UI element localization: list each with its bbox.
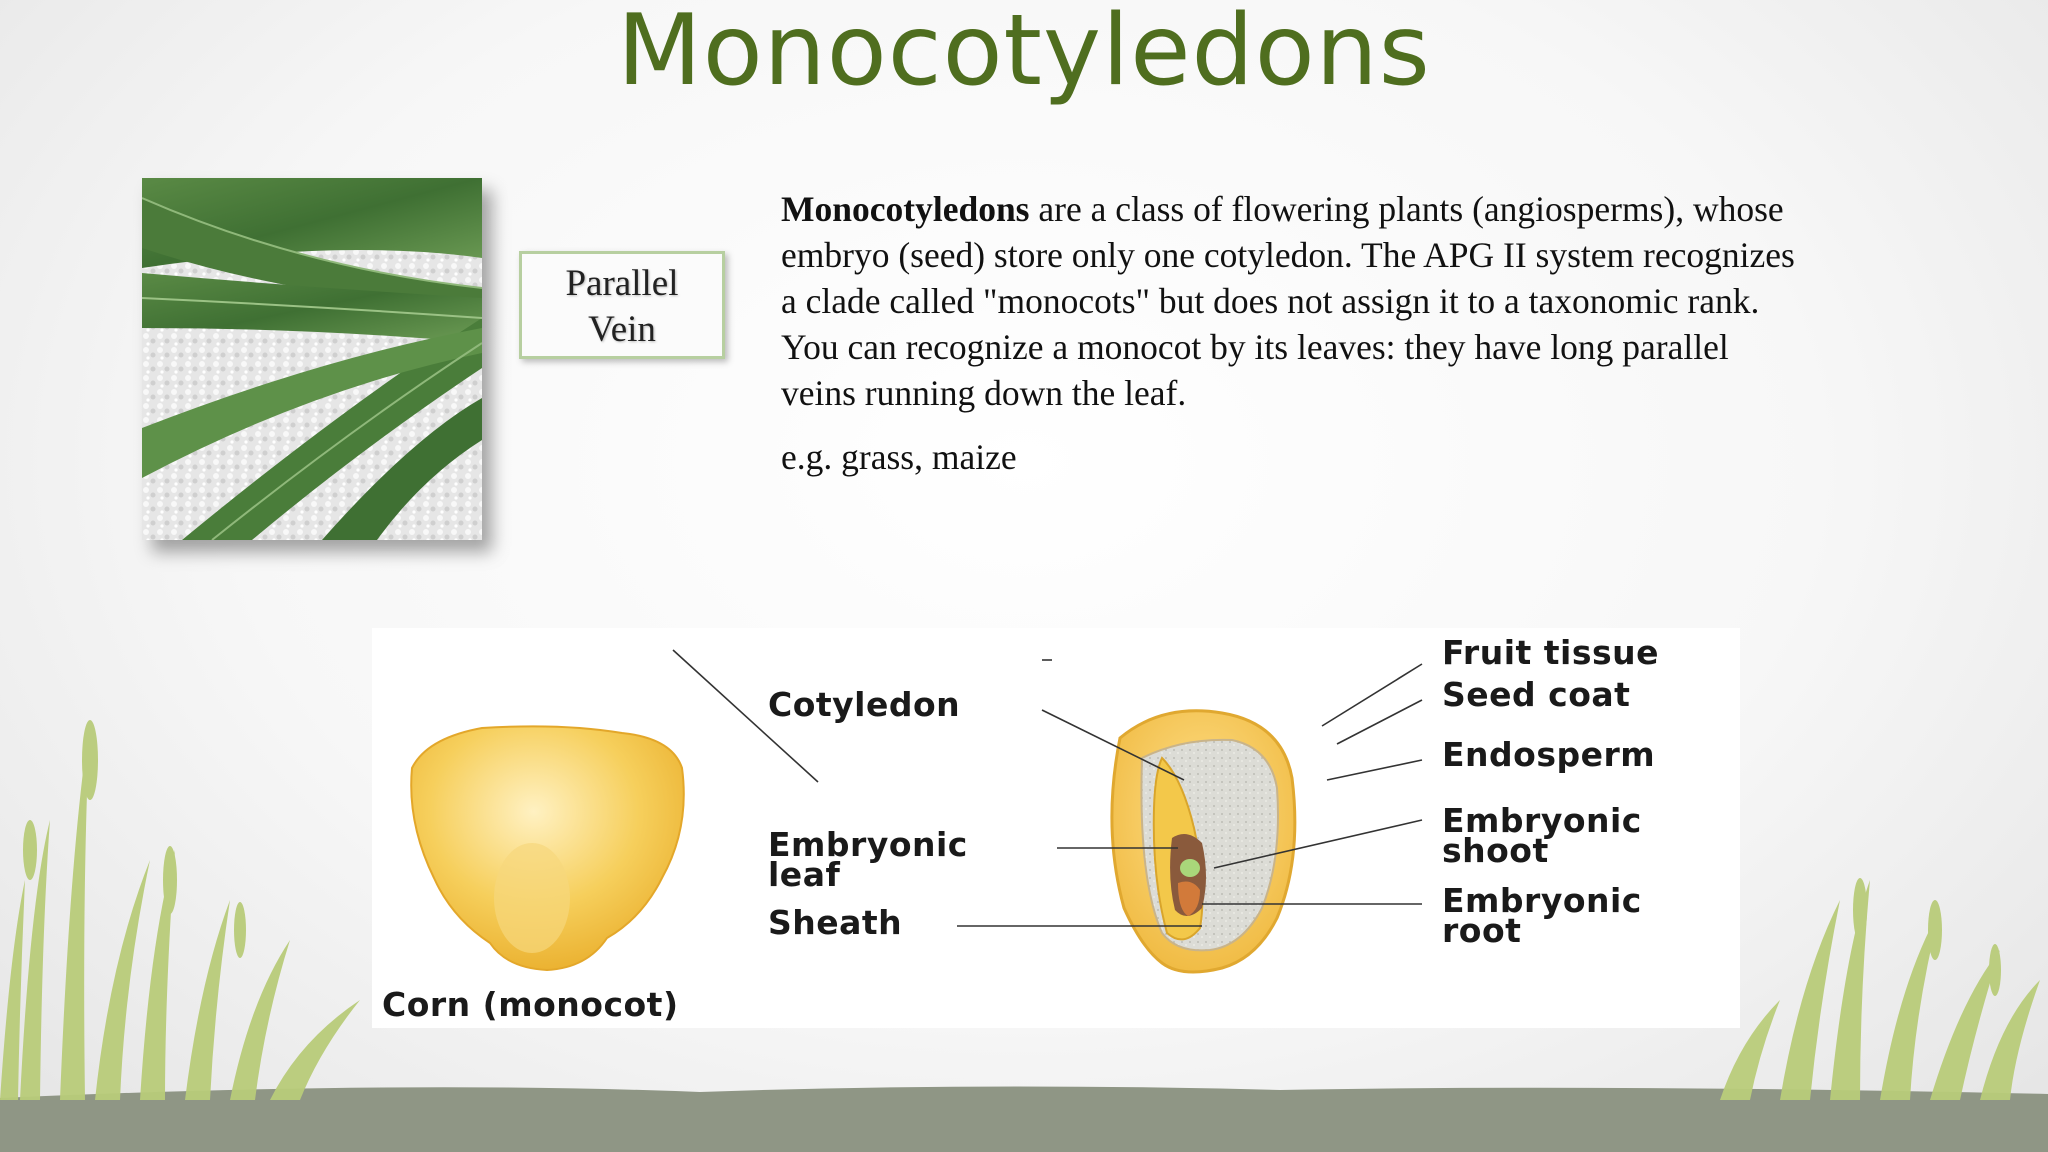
corn-seed-diagram: [372, 628, 1740, 1028]
label-endosperm: Endosperm: [1442, 735, 1656, 774]
label-embryonic-leaf-line2: leaf: [768, 855, 841, 894]
leaf-photo: [142, 178, 482, 540]
label-sheath: Sheath: [768, 903, 903, 942]
leaf-photo-image: [142, 178, 482, 540]
description-paragraph: [781, 186, 1801, 416]
slide-title: Monocotyledons: [617, 0, 1431, 108]
label-embryonic-shoot-line2: shoot: [1442, 831, 1549, 870]
diagram-caption: Corn (monocot): [382, 985, 679, 1024]
label-embryonic-leaf-line1: Embryonic: [768, 825, 968, 864]
right-grass-icon: [1720, 878, 2040, 1100]
parallel-vein-label-line2: Vein: [588, 309, 656, 350]
label-fruit-tissue: Fruit tissue: [1442, 633, 1660, 672]
label-seed-coat: Seed coat: [1442, 675, 1631, 714]
left-grass-icon: [0, 720, 360, 1100]
examples-text: e.g. grass, maize: [781, 437, 1017, 477]
parallel-vein-label-line1: Parallel: [565, 263, 679, 304]
description-text: are a class of flowering plants (angiosperms), whose embryo (seed) store only one cotyledon. The APG II system recognizes a clade called "monocots" but does not assign it to a taxonomic rank. You can recognize a monocot by its leaves: they have long parallel veins running down the leaf.: [781, 189, 1795, 413]
label-embryonic-root: [1442, 881, 1642, 950]
label-embryonic-leaf: [768, 825, 968, 894]
description-bold-term: Monocotyledons: [781, 189, 1030, 229]
label-cotyledon: Cotyledon: [768, 685, 961, 724]
label-embryonic-shoot: [1442, 801, 1642, 870]
label-embryonic-root-line1: Embryonic: [1442, 881, 1642, 920]
parallel-vein-label: [519, 251, 725, 359]
label-embryonic-root-line2: root: [1442, 911, 1522, 950]
label-embryonic-shoot-line1: Embryonic: [1442, 801, 1642, 840]
